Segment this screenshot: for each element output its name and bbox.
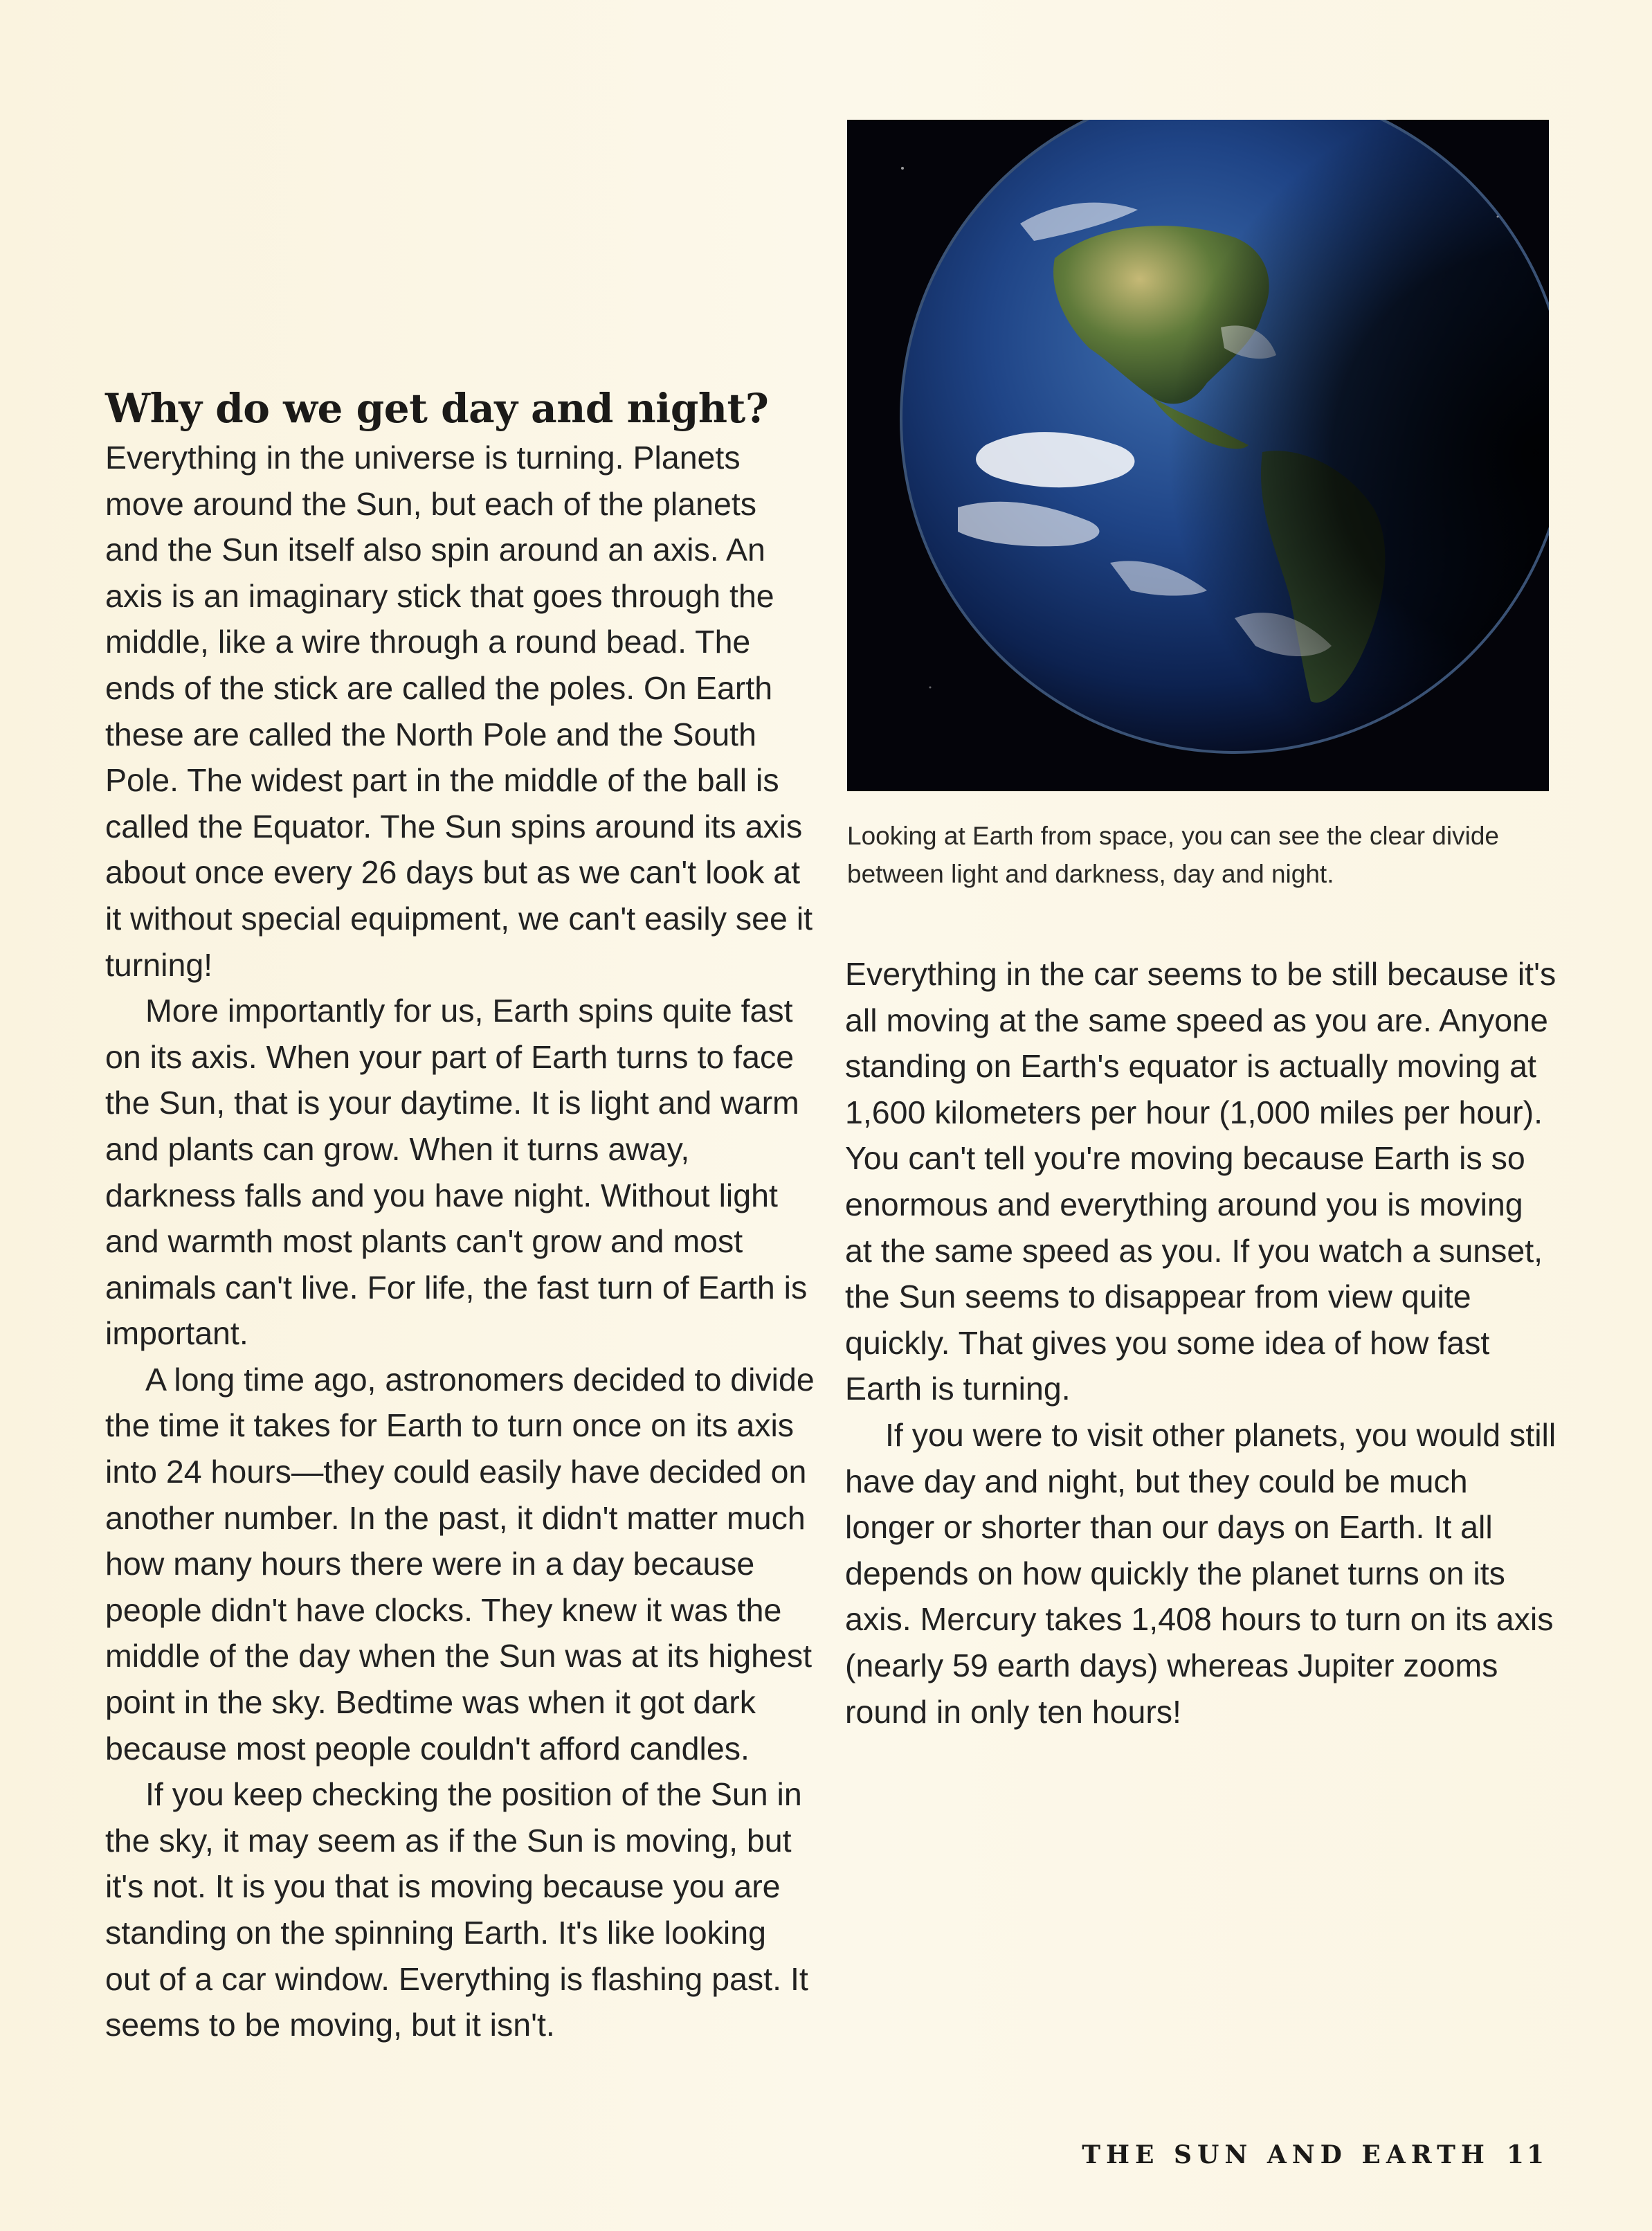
page-footer	[1082, 2140, 1547, 2169]
paragraph: A long time ago, astronomers decided to divide the time it takes for Earth to turn once on its axis into 24 hours—they could easily have decided on another number. In the past, it didn't matter much how many hours there were in a day because people didn't have clocks. They knew it was the middle of the day when the Sun was at its highest point in the sky. Bedtime was when it got dark because most people couldn't afford candles.	[105, 1361, 815, 1767]
photo-caption: Looking at Earth from space, you can see the clear divide between light and darkness, day and night.	[847, 822, 1499, 888]
paragraph: More importantly for us, Earth spins quite fast on its axis. When your part of Earth turns to face the Sun, that is your daytime. It is light and warm and plants can grow. When it turns away, darkness falls and you have night. Without light and warmth most plants can't grow and most animals can't live. For life, the fast turn of Earth is important.	[105, 993, 808, 1352]
paragraph: Everything in the universe is turning. Planets move around the Sun, but each of the planets and the Sun itself also spin around an axis. An axis is an imaginary stick that goes through the middle, like a wire through a round bead. The ends of the stick are called the poles. On Earth these are called the North Pole and the South Pole. The widest part in the middle of the ball is called the Equator. The Sun spins around its axis about once every 26 days but as we can't look at it without special equipment, we can't easily see it turning!	[105, 440, 813, 983]
page-number: 11	[1506, 2140, 1547, 2169]
running-footer-title: THE SUN AND EARTH	[1082, 2140, 1490, 2169]
section-heading: Why do we get day and night?	[105, 385, 769, 432]
paragraph: Everything in the car seems to be still because it's all moving at the same speed as you are. Anyone standing on Earth's equator is actually moving at 1,600 kilometers per hour (1,000 miles per hour). You can't tell you're moving because Earth is so enormous and everything around you is moving at the same speed as you. If you watch a sunset, the Sun seems to disappear from view quite quickly. That gives you some idea of how fast Earth is turning.	[845, 956, 1556, 1407]
paragraph: If you keep checking the position of the Sun in the sky, it may seem as if the Sun is moving, but it's not. It is you that is moving because you are standing on the spinning Earth. It's like looking out of a car window. Everything is flashing past. It seems to be moving, but it isn't.	[105, 1776, 808, 2043]
right-column	[845, 951, 1558, 1735]
paragraph: If you were to visit other planets, you would still have day and night, but they could be much longer or shorter than our days on Earth. It all depends on how quickly the planet turns on its axis. Mercury takes 1,408 hours to turn on its axis (nearly 59 earth days) whereas Jupiter zooms round in only ten hours!	[845, 1416, 1556, 1730]
left-column	[105, 382, 818, 2048]
earth-photo	[847, 120, 1549, 791]
